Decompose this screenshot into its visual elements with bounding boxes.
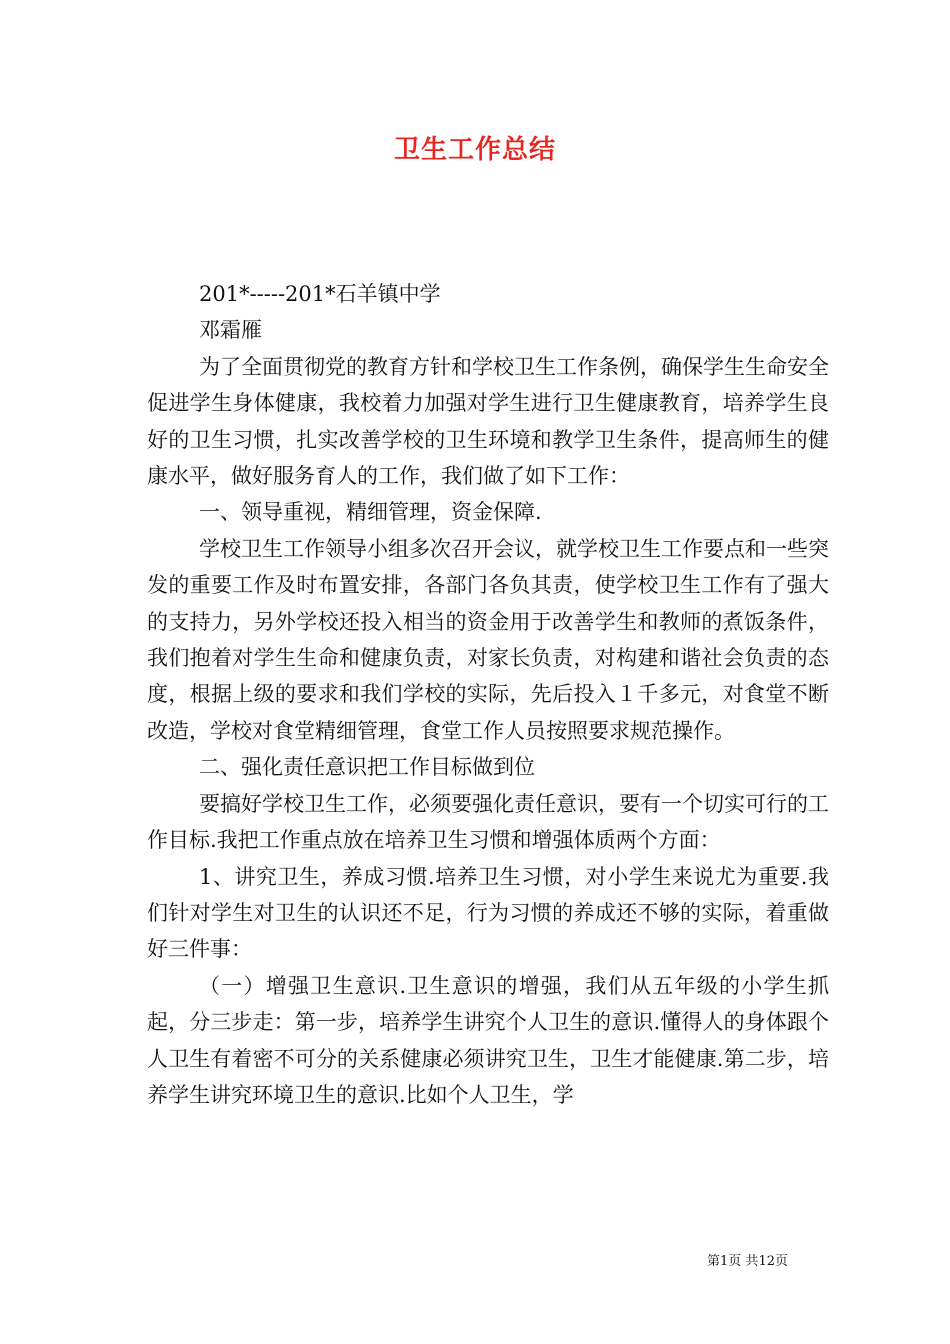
paragraph-item-1: 1、讲究卫生，养成习惯.培养卫生习惯，对小学生来说尤为重要.我们针对学生对卫生的认识还不足，行为习惯的养成还不够的实际，着重做好三件事： — [147, 864, 829, 962]
footer-suffix: 页 — [774, 1254, 788, 1269]
paragraph-intro: 为了全面贯彻党的教育方针和学校卫生工作条例，确保学生生命安全促进学生身体健康，我校着力加强对学生进行卫生健康教育，培养学生良好的卫生习惯，扎实改善学校的卫生环境和教学卫生条件，提高师生的健康水平，做好服务育人的工作，我们做了如下工作： — [147, 354, 829, 489]
footer-page-number: 1 — [720, 1254, 729, 1269]
document-title: 卫生工作总结 — [393, 135, 556, 165]
paragraph-date-school: 201*-----201*石羊镇中学 — [199, 282, 441, 306]
document-body — [147, 276, 829, 1113]
footer-prefix: 第 — [707, 1254, 721, 1269]
footer-middle: 页 共 — [728, 1254, 759, 1269]
paragraph-subitem-1: （一）增强卫生意识.卫生意识的增强，我们从五年级的小学生抓起，分三步走：第一步，培养学生讲究个人卫生的意识.懂得人的身体跟个人卫生有着密不可分的关系健康必须讲究卫生，卫生才能健康.第二步，培养学生讲究环境卫生的意识.比如个人卫生，学 — [147, 973, 829, 1107]
footer-total-pages: 12 — [758, 1254, 775, 1269]
paragraph-section-2: 要搞好学校卫生工作，必须要强化责任意识，要有一个切实可行的工作目标.我把工作重点放在培养卫生习惯和增强体质两个方面： — [147, 791, 829, 853]
heading-section-1: 一、领导重视，精细管理，资金保障. — [199, 500, 542, 525]
heading-section-2: 二、强化责任意识把工作目标做到位 — [199, 755, 535, 780]
paragraph-section-1: 学校卫生工作领导小组多次召开会议，就学校卫生工作要点和一些突发的重要工作及时布置安排，各部门各负其责，使学校卫生工作有了强大的支持力，另外学校还投入相当的资金用于改善学生和教师的煮饭条件，我们抱着对学生生命和健康负责，对家长负责，对构建和谐社会负责的态度，根据上级的要求和我们学校的实际，先后投入１千多元，对食堂不断改造，学校对食堂精细管理，食堂工作人员按照要求规范操作。 — [147, 536, 829, 743]
page-footer — [707, 1250, 827, 1269]
paragraph-author: 邓霜雁 — [199, 318, 262, 343]
